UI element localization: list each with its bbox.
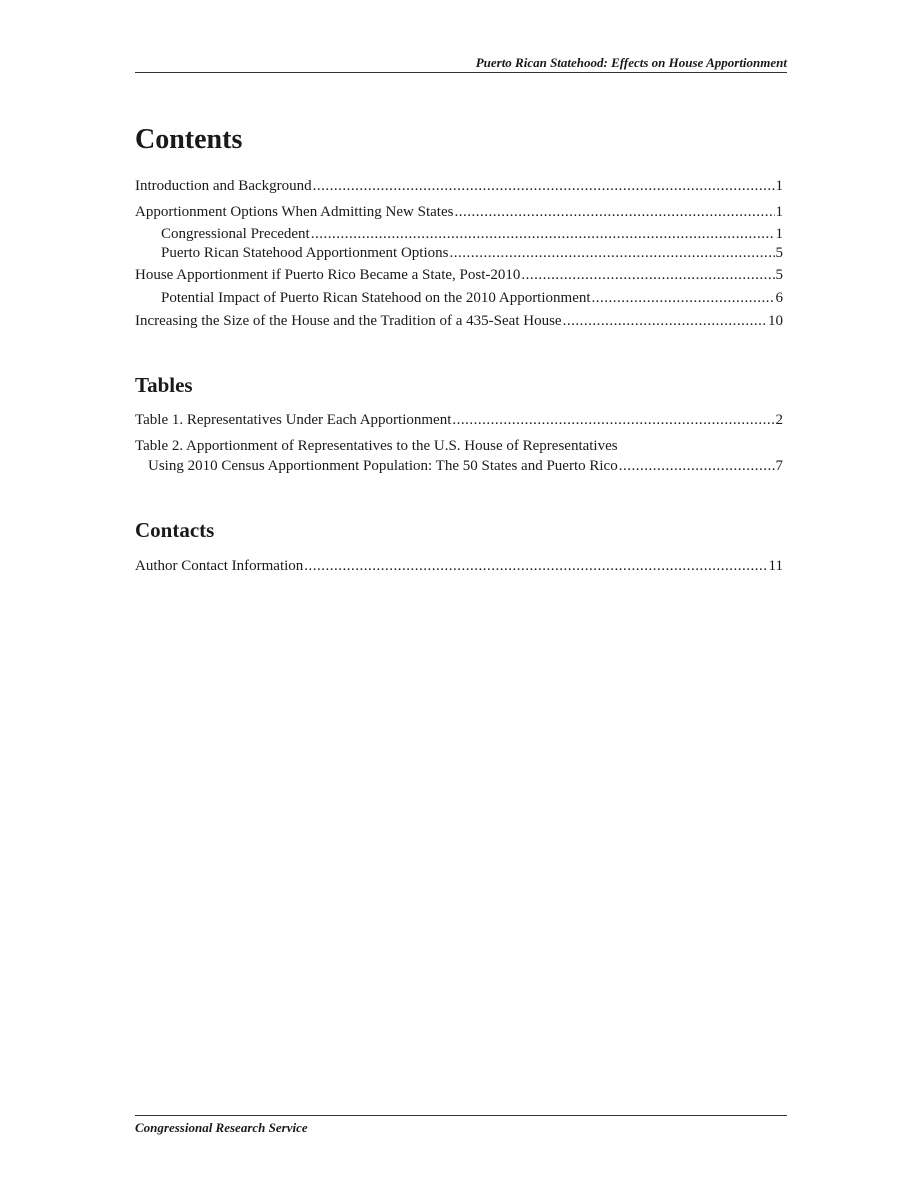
footer-rule xyxy=(135,1115,787,1116)
toc-entry-page: 5 xyxy=(775,267,783,283)
toc-subentry[interactable] xyxy=(161,243,783,263)
leader-dots xyxy=(619,456,775,476)
toc-entry-page: 10 xyxy=(768,313,783,329)
tables-heading: Tables xyxy=(135,373,193,397)
toc-entry-title: Puerto Rican Statehood Apportionment Options xyxy=(161,245,449,261)
toc-entry-page: 7 xyxy=(775,458,783,474)
toc-entry-title: Table 1. Representatives Under Each Apportionment xyxy=(135,412,452,428)
toc-entry-page: 2 xyxy=(775,412,783,428)
toc-entry-title: Author Contact Information xyxy=(135,558,304,574)
running-footer: Congressional Research Service xyxy=(135,1120,308,1135)
contacts-heading: Contacts xyxy=(135,518,215,542)
contents-heading: Contents xyxy=(135,124,243,155)
toc-entry-title: House Apportionment if Puerto Rico Became a State, Post-2010 xyxy=(135,267,521,283)
toc-subentry[interactable] xyxy=(161,224,783,244)
toc-entry[interactable] xyxy=(135,410,783,430)
toc-entry-title-line1: Table 2. Apportionment of Representatives to the U.S. House of Representatives xyxy=(135,438,618,454)
leader-dots xyxy=(521,265,774,285)
toc-entry-title: Increasing the Size of the House and the Tradition of a 435-Seat House xyxy=(135,313,562,329)
toc-entry-title: Congressional Precedent xyxy=(161,226,310,242)
leader-dots xyxy=(449,243,774,263)
toc-entry[interactable] xyxy=(135,556,783,576)
running-header: Puerto Rican Statehood: Effects on House Apportionment xyxy=(475,55,787,70)
leader-dots xyxy=(311,224,775,244)
toc-entry-title: Introduction and Background xyxy=(135,178,312,194)
leader-dots xyxy=(452,410,774,430)
toc-entry-page: 5 xyxy=(775,245,783,261)
leader-dots xyxy=(563,311,767,331)
leader-dots xyxy=(592,288,775,308)
toc-entry[interactable] xyxy=(135,311,783,331)
toc-entry-page: 1 xyxy=(775,226,783,242)
toc-entry-title: Potential Impact of Puerto Rican Statehood on the 2010 Apportionment xyxy=(161,290,591,306)
toc-entry-title: Apportionment Options When Admitting New States xyxy=(135,204,454,220)
toc-subentry[interactable] xyxy=(161,288,783,308)
leader-dots xyxy=(454,202,774,222)
toc-entry[interactable] xyxy=(135,436,783,476)
leader-dots xyxy=(304,556,767,576)
header-rule xyxy=(135,72,787,73)
toc-entry-page: 1 xyxy=(775,204,783,220)
toc-entry[interactable] xyxy=(135,202,783,222)
toc-entry[interactable] xyxy=(135,176,783,196)
toc-entry[interactable] xyxy=(135,265,783,285)
toc-entry-page: 1 xyxy=(775,178,783,194)
leader-dots xyxy=(313,176,775,196)
toc-entry-page: 6 xyxy=(775,290,783,306)
toc-entry-page: 11 xyxy=(768,558,783,574)
toc-entry-title-line2: Using 2010 Census Apportionment Population: The 50 States and Puerto Rico xyxy=(148,458,618,474)
